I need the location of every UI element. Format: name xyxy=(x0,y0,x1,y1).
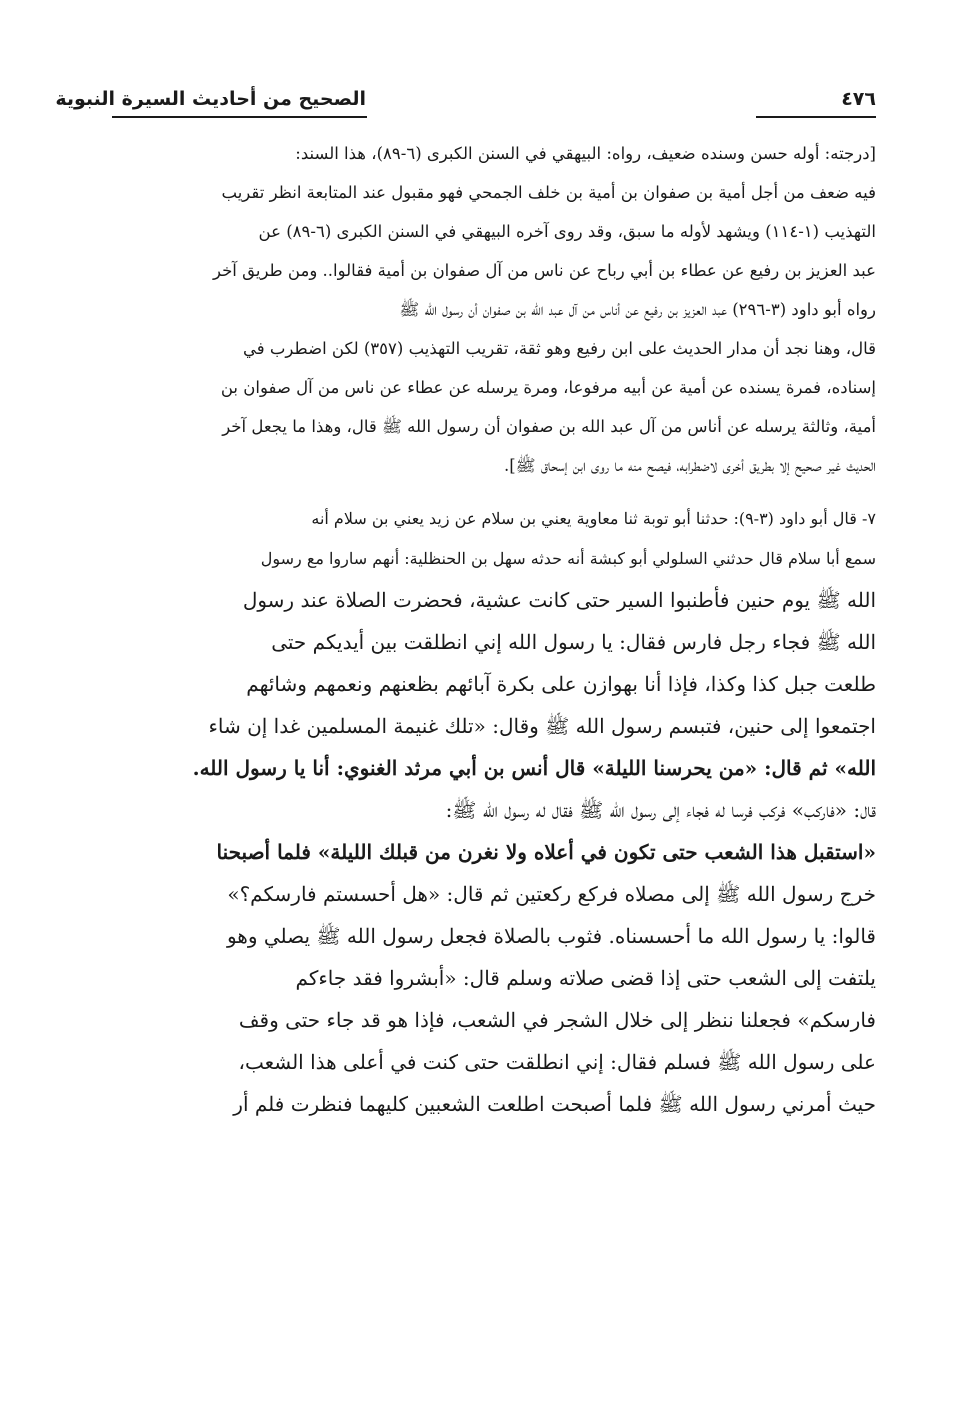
narration-line: الله ﷺ فجاء رجل فارس فقال: يا رسول الله إني انطلقت بين أيديكم حتى xyxy=(271,630,876,654)
page-header xyxy=(55,88,876,128)
chain-line: سمع أبا سلام قال حدثني السلولي أبو كبشة أنه حدثه سهل بن الحنظلية: أنهم ساروا مع رسول xyxy=(260,549,876,568)
book-page xyxy=(55,88,876,1125)
header-rule-left xyxy=(112,116,367,118)
narration-line: طلعت جبل كذا وكذا، فإذا أنا بهوازن على بكرة آبائهم بظعنهم ونعمهم وشائهم xyxy=(246,672,876,696)
header-rule-right xyxy=(756,116,876,118)
narration-line: اجتمعوا إلى حنين، فتبسم رسول الله ﷺ وقال: «تلك غنيمة المسلمين غدا إن شاء xyxy=(208,714,876,738)
grade-line: التهذيب (١-١١٤) ويشهد لأوله ما سبق، وقد روى آخره البيهقي في السنن الكبرى (٦-٨٩) عن xyxy=(258,222,876,241)
chain-line: ٧- قال أبو داود (٣-٩): حدثنا أبو توبة ثنا معاوية يعني بن سلام عن زيد يعني بن سلام أنه xyxy=(311,509,876,528)
grade-line: فيه ضعف من أجل أمية بن صفوان بن أمية بن خلف الجمحي فهو مقبول عند المتابعة انظر تقريب xyxy=(221,183,876,202)
grade-line: الحديث غير صحيح إلا بطريق أخرى لاضطرابه، فيصح منه ما روى ابن إسحاق ﷺ]. xyxy=(503,456,876,475)
narration-line: على رسول الله ﷺ فسلم فقال: إني انطلقت حتى كنت في أعلى هذا الشعب، xyxy=(238,1050,876,1074)
narration-chain xyxy=(112,499,876,579)
narration-line: يلتفت إلى الشعب حتى إذا قضى صلاته وسلم قال: «أبشروا فقد جاءكم xyxy=(295,966,876,990)
grade-line: [درجته: أوله حسن وسنده ضعيف، رواه: البيهقي في السنن الكبرى (٦-٨٩)، هذا السند: xyxy=(295,144,876,163)
narration-line: خرج رسول الله ﷺ إلى مصلاه فركع ركعتين ثم قال: «هل أحسستم فارسكم؟» xyxy=(227,882,876,906)
narration-line: فارسكم» فجعلنا ننظر إلى خلال الشجر في الشعب، فإذا هو قد جاء حتى وقف xyxy=(238,1008,876,1032)
book-title: الصحيح من أحاديث السيرة النبوية xyxy=(55,88,366,110)
narration-line: حيث أمرني رسول الله ﷺ فلما أصبحت اطلعت الشعبين كليهما فنظرت فلم أر xyxy=(233,1092,876,1116)
narration-line: قالوا: يا رسول الله ما أحسسناه. فثوب بالصلاة فجعل رسول الله ﷺ يصلي وهو xyxy=(226,924,876,948)
page-number: ٤٧٦ xyxy=(841,88,876,110)
narration-line: «استقبل هذا الشعب حتى تكون في أعلاه ولا نغرن من قبلك الليلة» فلما أصبحنا xyxy=(216,840,876,864)
narration-line: قال: «فاركب» فركب فرسا له فجاء إلى رسول الله ﷺ فقال له رسول الله ﷺ: xyxy=(445,798,876,822)
narration-line: الله ﷺ يوم حنين فأطنبوا السير حتى كانت عشية، فحضرت الصلاة عند رسول xyxy=(242,588,876,612)
grade-line: رواه أبو داود (٣-٢٩٦) عبد العزيز بن رفيع عن أناس من آل عبد الله بن صفوان أن رسول الله ﷺ xyxy=(399,300,876,319)
hadith-grade-paragraph xyxy=(112,134,876,485)
narration-line: الله» ثم قال: «من يحرسنا الليلة» قال أنس بن أبي مرثد الغنوي: أنا يا رسول الله. xyxy=(192,756,876,780)
narration-text xyxy=(112,579,876,1125)
grade-line: عبد العزيز بن رفيع عن عطاء بن أبي رباح عن ناس من آل صفوان بن أمية فقالوا.. ومن طريق آخر xyxy=(212,261,876,280)
grade-line: قال، وهنا نجد أن مدار الحديث على ابن رفيع وهو ثقة، تقريب التهذيب (٣٥٧) لكن اضطرب في xyxy=(243,339,876,358)
hadith-narration xyxy=(112,499,876,1125)
grade-line: إسناده، فمرة يسنده عن أمية عن أبيه مرفوعا، ومرة يرسله عن عطاء عن ناس من آل صفوان بن xyxy=(220,378,876,397)
grade-line: أمية، وثالثة يرسله عن أناس من آل عبد الله بن صفوان أن رسول الله ﷺ قال، وهذا ما يجعل آخر xyxy=(222,417,876,436)
